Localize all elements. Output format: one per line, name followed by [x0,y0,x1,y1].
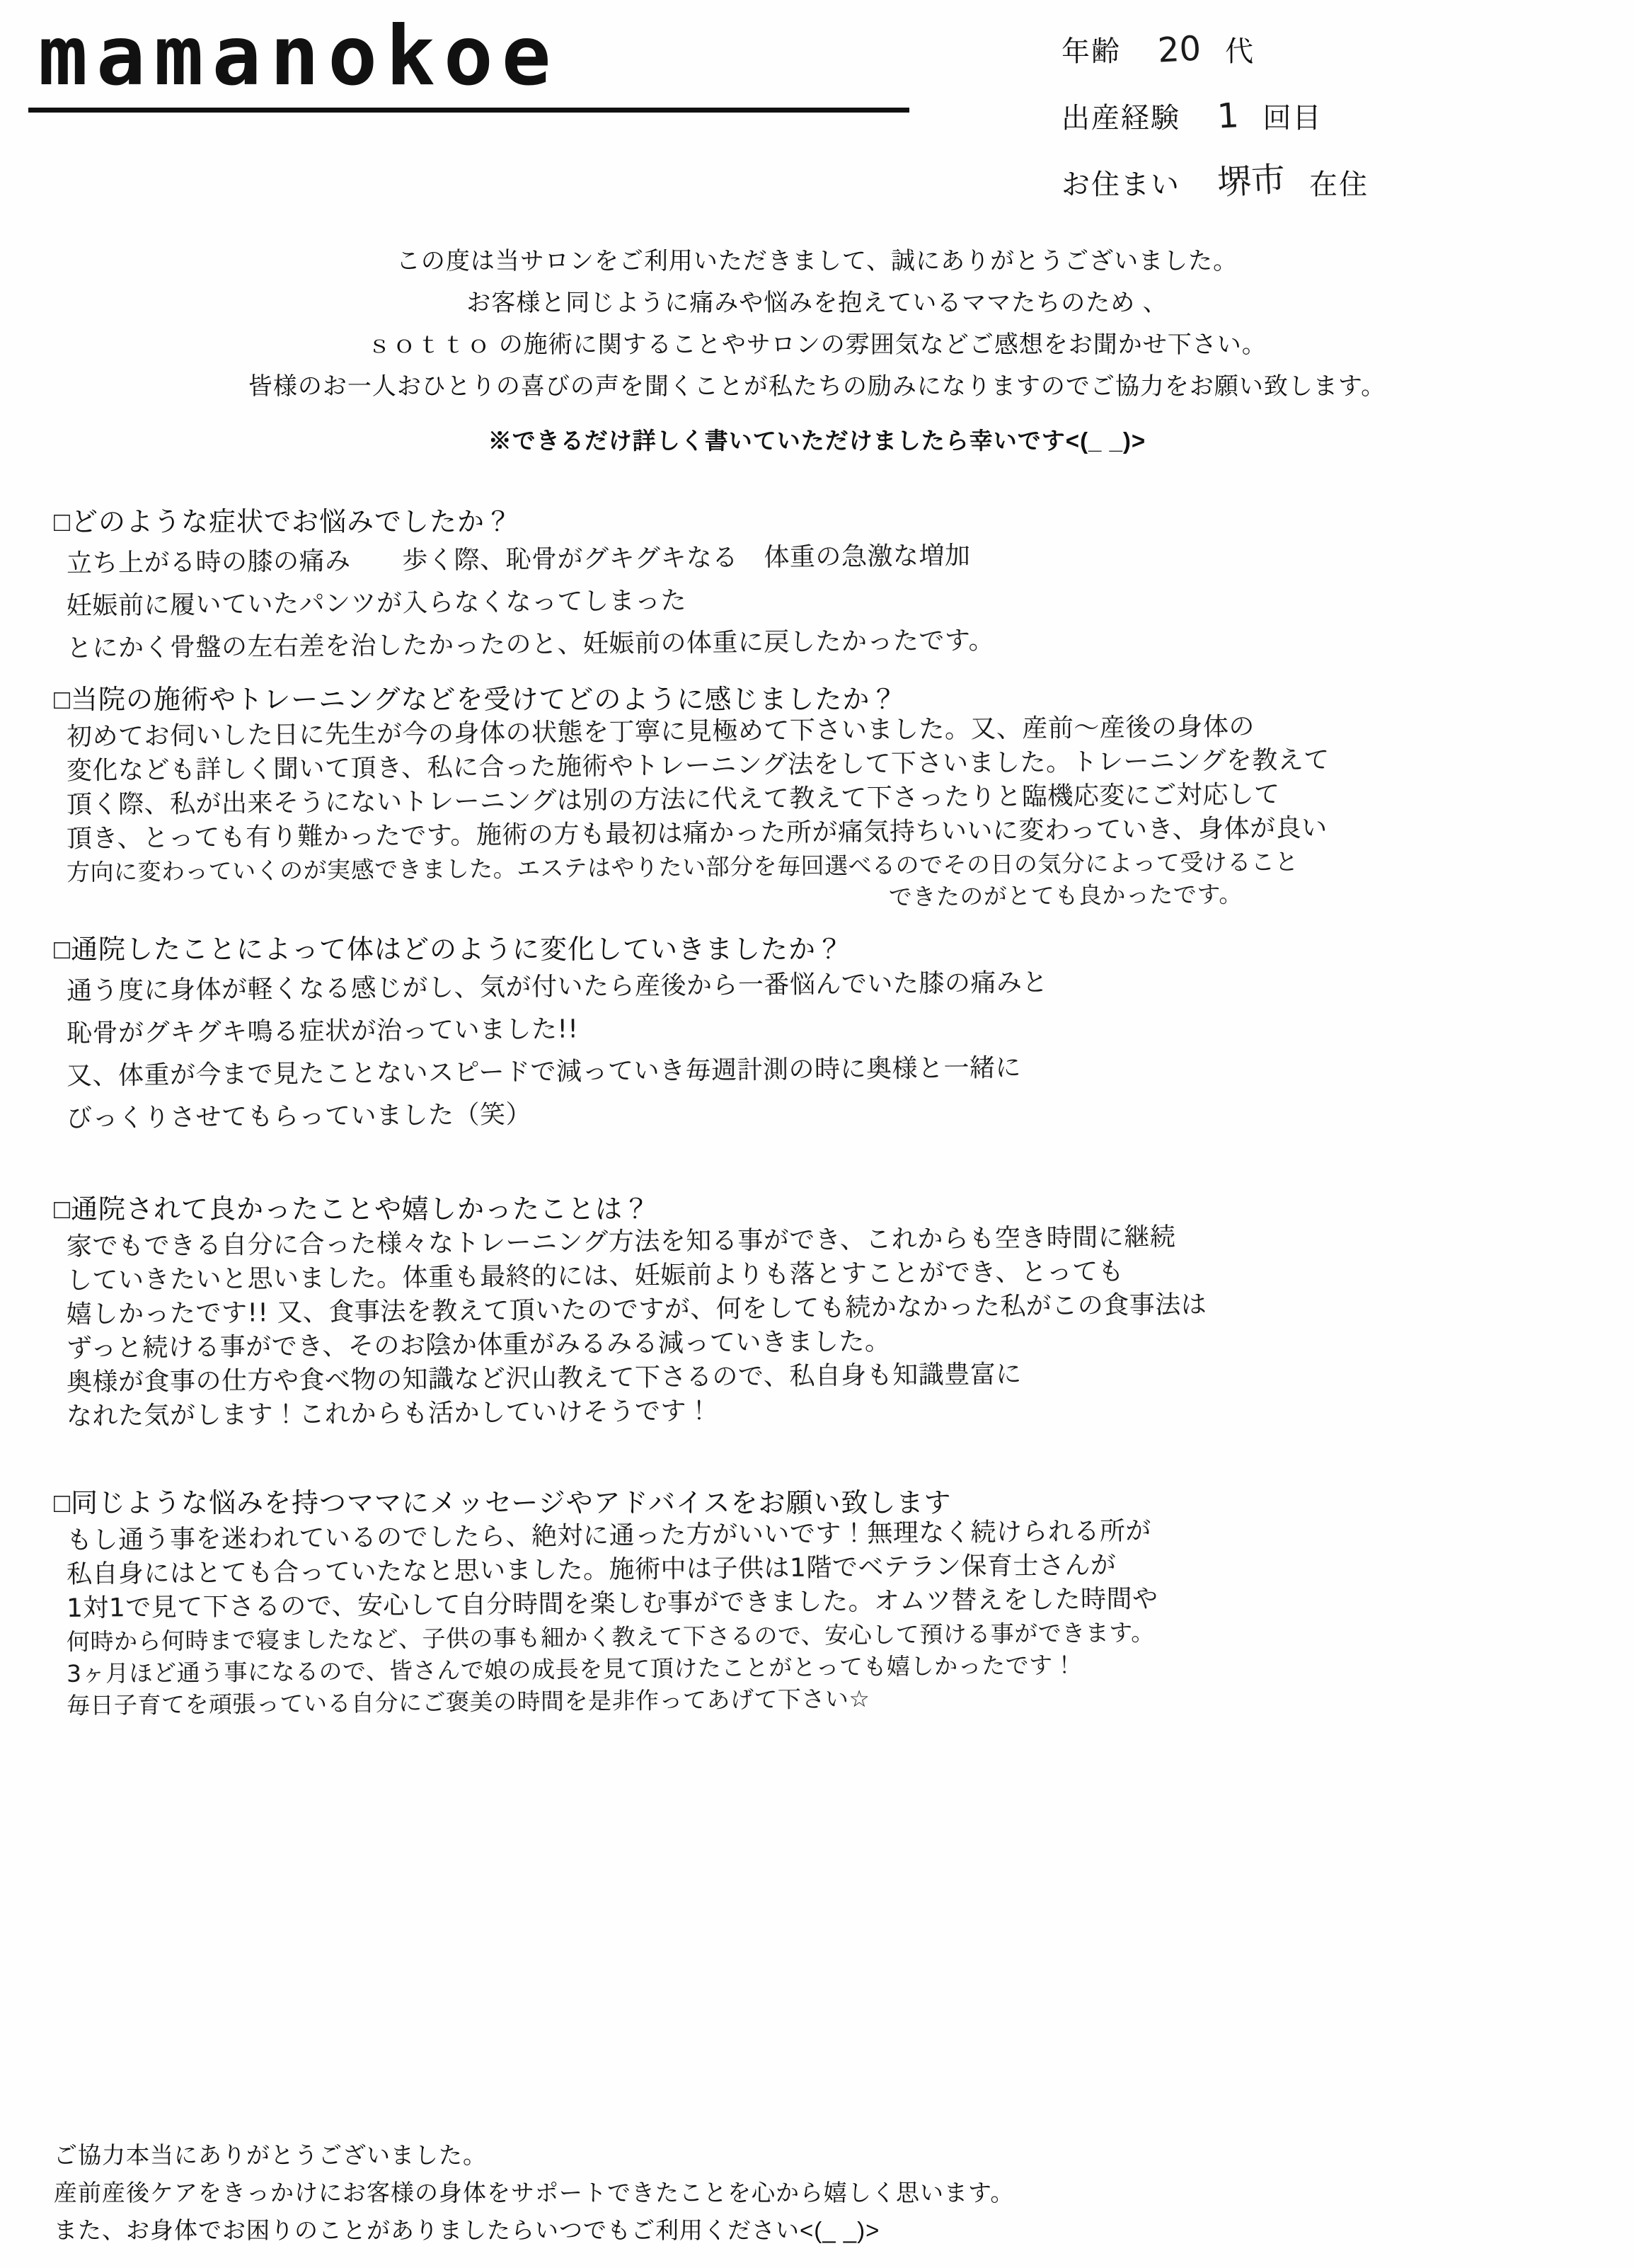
answer-line: 方向に変わっていくのが実感できました。エステはやりたい部分を毎回選べるのでその日の気分によって受けること [66,847,1299,886]
answer-line: 妊娠前に履いていたパンツが入らなくなってしまった [66,585,687,621]
intro-block [0,242,1634,460]
question-label-4: □通院されて良かったことや嬉しかったことは？ [54,1194,650,1225]
answer-line: 又、体重が今まで見たことないスピードで減っていき毎週計測の時に奥様と一緒に [66,1053,1022,1091]
brand-logo: mamanokoe [38,8,560,104]
question-block-3 [54,927,1584,1140]
answer-line: もし通う事を迷われているのでしたら、絶対に通った方がいいです！無理なく続けられる所が [66,1516,1152,1555]
footer-line-1: ご協力本当にありがとうございました。 [54,2141,487,2168]
age-label: 年齢 [1061,36,1121,67]
answer-line: 変化なども詳しく聞いて頂き、私に合った施術やトレーニング法をして下さいました。トレーニングを教えて [66,745,1330,786]
answer-line: 頂き、とっても有り難かったです。施術の方も最初は痛かった所が痛気持ちいいに変わっていき、身体が良い [66,813,1328,854]
answer-line: とにかく骨盤の左右差を治したかったのと、妊娠前の体重に戻したかったです。 [66,626,995,663]
intro-line-1: この度は当サロンをご利用いただきまして、誠にありがとうございました。 [396,248,1238,275]
form-footer [54,2137,1592,2250]
answer-1 [54,543,1584,670]
question-label-5: □同じような悩みを持つママにメッセージやアドバイスをお願い致します [54,1488,952,1518]
section-spacer [54,1441,1584,1481]
question-list [0,500,1634,1722]
form-header [0,0,1634,234]
question-block-1 [54,500,1584,670]
answer-4 [54,1222,1584,1434]
meta-row-residence [1061,157,1599,202]
logo-underline [28,108,909,113]
answer-line: 毎日子育てを頑張っている自分にご褒美の時間を是非作ってあげて下さい☆ [66,1684,870,1719]
question-label-3: □通院したことによって体はどのように変化していきましたか？ [54,934,844,965]
answer-line: 嬉しかったです!! 又、食事法を教えて頂いたのですが、何をしても続かなかった私がこの食事法は [66,1290,1207,1329]
births-value: 1 [1216,96,1240,137]
answer-line: できたのがとても良かったです。 [888,880,1243,911]
section-spacer [54,1147,1584,1187]
age-value: 20 [1156,28,1202,71]
answer-line: 3ヶ月ほど通う事になるので、皆さんで娘の成長を見て頂けたことがとっても嬉しかったです！ [66,1651,1077,1688]
answer-5 [54,1516,1584,1722]
residence-label: お住まい [1061,169,1180,200]
answer-line: なれた気がします！これからも活かしていけそうです！ [66,1396,713,1431]
question-label-2: □当院の施術やトレーニングなどを受けてどのように感じましたか？ [54,685,898,715]
answer-line: 私自身にはとても合っていたなと思いました。施術中は子供は1階でベテラン保育士さんが [66,1550,1117,1589]
answer-line: 何時から何時まで寝ましたなど、子供の事も細かく教えて下さるので、安心して預ける事ができます。 [66,1618,1155,1656]
intro-line-4: 皆様のお一人おひとりの喜びの声を聞くことが私たちの励みになりますのでご協力をお願い致します。 [248,373,1386,401]
age-suffix: 代 [1225,36,1255,67]
intro-line-2: お客様と同じように痛みや悩みを抱えているママたちのため 、 [466,290,1168,317]
answer-line: 家でもできる自分に合った様々なトレーニング方法を知る事ができ、これからも空き時間に継続 [66,1222,1176,1261]
intro-line-3: ｓｏｔｔｏ の施術に関することやサロンの雰囲気などご感想をお聞かせ下さい。 [367,331,1267,359]
residence-suffix: 在住 [1309,169,1369,200]
answer-line: 立ち上がる時の膝の痛み 歩く際、恥骨がグキグキなる 体重の急激な増加 [66,541,971,578]
meta-row-age [1061,24,1599,69]
births-label: 出産経験 [1061,103,1180,134]
answer-line: 奥様が食事の仕方や食べ物の知識など沢山教えて下さるので、私自身も知識豊富に [66,1359,1022,1397]
answer-line: びっくりさせてもらっていました（笑） [66,1099,532,1133]
question-block-4 [54,1187,1584,1434]
intro-note: ※できるだけ詳しく書いていただけましたら幸いです<(_ _)> [488,428,1146,454]
residence-value: 堺市 [1216,159,1287,203]
answer-2 [54,711,1584,920]
respondent-meta [1061,24,1599,224]
answer-3 [54,970,1584,1140]
question-block-5 [54,1481,1584,1722]
meta-row-births [1061,91,1599,136]
answer-line: 1対1で見て下さるので、安心して自分時間を楽しむ事ができました。オムツ替えをした時間や [66,1584,1158,1623]
footer-line-2: 産前産後ケアをきっかけにお客様の身体をサポートできたことを心から嬉しく思います。 [54,2179,1015,2206]
answer-line: ずっと続ける事ができ、そのお陰か体重がみるみる減っていきました。 [66,1327,891,1363]
answer-line: していきたいと思いました。体重も最終的には、妊娠前よりも落とすことができ、とっても [66,1256,1124,1295]
question-block-2 [54,677,1584,920]
answer-line: 恥骨がグキグキ鳴る症状が治っていました!! [66,1014,579,1048]
answer-line: 通う度に身体が軽くなる感じがし、気が付いたら産後から一番悩んでいた膝の痛みと [66,968,1049,1006]
question-label-1: □どのような症状でお悩みでしたか？ [54,507,512,537]
births-suffix: 回目 [1262,103,1323,134]
brand-logo-block [28,8,920,113]
answer-line: 頂く際、私が出来そうにないトレーニングは別の方法に代えて教えて下さったりと臨機応変にご対応して [66,779,1280,820]
answer-line: 初めてお伺いした日に先生が今の身体の状態を丁寧に見極めて下さいました。又、産前〜産後の身体の [66,711,1255,752]
footer-line-3: また、お身体でお困りのことがありましたらいつでもご利用ください<(_ _)> [54,2216,880,2243]
